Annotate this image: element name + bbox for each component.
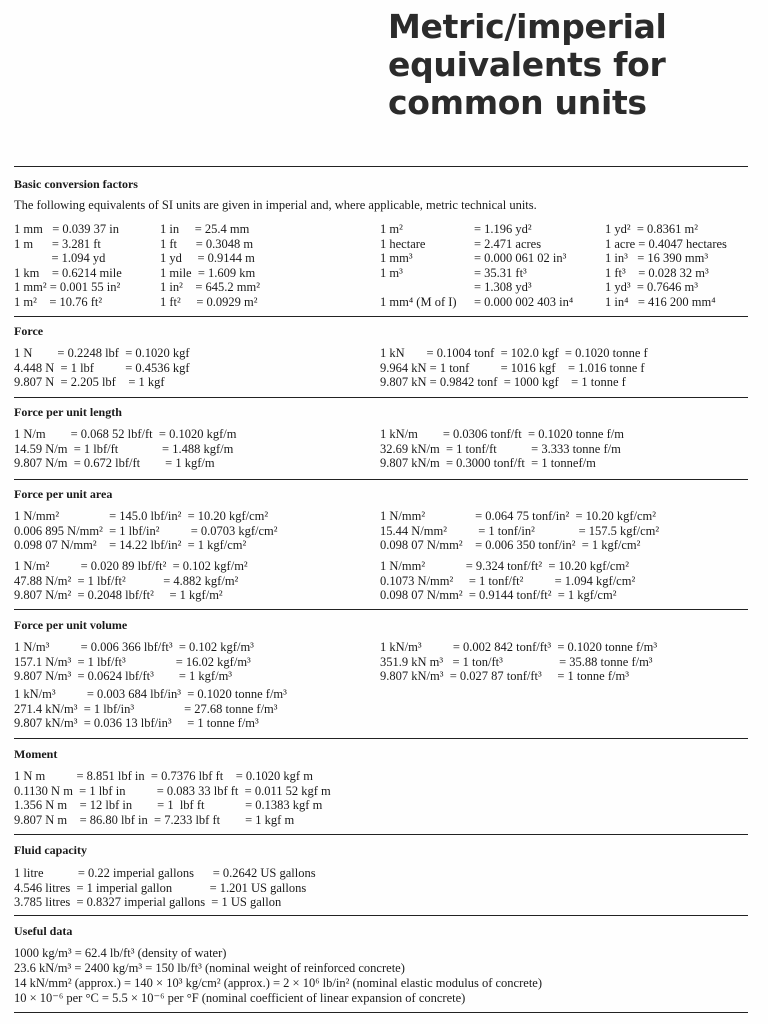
force-length-heading: Force per unit length: [14, 405, 122, 419]
useful-line-2: 23.6 kN/m³ = 2400 kg/m³ = 150 lb/ft³ (nominal weight of reinforced concrete): [14, 961, 405, 975]
force-volume-right: 1 kN/m³ = 0.002 842 tonf/ft³ = 0.1020 tonne f/m³ 351.9 kN m³ = 1 ton/ft³ = 35.88 tonne f/m³ 9.807 kN/m³ = 0.027 87 tonf/ft³ = 1 tonne f/m³: [380, 640, 658, 684]
title-line-3: common units: [388, 83, 647, 122]
divider: [14, 397, 748, 398]
force-length-left: 1 N/m = 0.068 52 lbf/ft = 0.1020 kgf/m 14.59 N/m = 1 lbf/ft = 1.488 kgf/m 9.807 N/m = 0.672 lbf/ft = 1 kgf/m: [14, 427, 237, 471]
useful-line-1: 1000 kg/m³ = 62.4 lb/ft³ (density of water): [14, 946, 227, 960]
force-area-left-2: 1 N/m² = 0.020 89 lbf/ft² = 0.102 kgf/m² 47.88 N/m² = 1 lbf/ft² = 4.882 kgf/m² 9.807 N/m² = 0.2048 lbf/ft² = 1 kgf/m²: [14, 559, 248, 603]
fluid-table: 1 litre = 0.22 imperial gallons = 0.2642 US gallons 4.546 litres = 1 imperial gallon = 1.201 US gallons 3.785 litres = 0.8327 imperial gallons = 1 US gallon: [14, 866, 316, 910]
force-volume-left-2: 1 kN/m³ = 0.003 684 lbf/in³ = 0.1020 tonne f/m³ 271.4 kN/m³ = 1 lbf/in³ = 27.68 tonne f/m³ 9.807 kN/m³ = 0.036 13 lbf/in³ = 1 tonne f/m³: [14, 687, 287, 731]
force-volume-left-1: 1 N/m³ = 0.006 366 lbf/ft³ = 0.102 kgf/m³ 157.1 N/m³ = 1 lbf/ft³ = 16.02 kgf/m³ 9.807 N/m³ = 0.0624 lbf/ft³ = 1 kgf/m³: [14, 640, 254, 684]
divider: [14, 609, 748, 610]
title-line-2: equivalents for: [388, 45, 666, 84]
force-right: 1 kN = 0.1004 tonf = 102.0 kgf = 0.1020 tonne f 9.964 kN = 1 tonf = 1016 kgf = 1.016 tonne f 9.807 kN = 0.9842 tonf = 1000 kgf = 1 tonne f: [380, 346, 648, 390]
force-left: 1 N = 0.2248 lbf = 0.1020 kgf 4.448 N = 1 lbf = 0.4536 kgf 9.807 N = 2.205 lbf = 1 kgf: [14, 346, 190, 390]
useful-line-4: 10 × 10⁻⁶ per °C = 5.5 × 10⁻⁶ per °F (nominal coefficient of linear expansion of concrete): [14, 991, 466, 1005]
basic-col-1: 1 mm = 0.039 37 in 1 m = 3.281 ft = 1.094 yd 1 km = 0.6214 mile 1 mm² = 0.001 55 in² 1 m² = 10.76 ft²: [14, 222, 122, 309]
moment-table: 1 N m = 8.851 lbf in = 0.7376 lbf ft = 0.1020 kgf m 0.1130 N m = 1 lbf in = 0.083 33 lbf ft = 0.011 52 kgf m 1.356 N m = 12 lbf in = 1 lbf ft = 0.1383 kgf m 9.807 N m = 86.80 lbf in = 7.233 lbf ft = 1 kgf m: [14, 769, 331, 827]
fluid-heading: Fluid capacity: [14, 843, 88, 857]
divider: [14, 834, 748, 835]
basic-col-2: 1 in = 25.4 mm 1 ft = 0.3048 m 1 yd = 0.9144 m 1 mile = 1.609 km 1 in² = 645.2 mm² 1 ft² = 0.0929 m²: [160, 222, 260, 309]
force-heading: Force: [14, 324, 44, 338]
force-volume-heading: Force per unit volume: [14, 618, 128, 632]
divider: [14, 915, 748, 916]
force-area-heading: Force per unit area: [14, 487, 113, 501]
moment-heading: Moment: [14, 747, 58, 761]
divider: [14, 738, 748, 739]
divider: [14, 479, 748, 480]
basic-col-3: 1 m² 1 hectare 1 mm³ 1 m³ 1 mm⁴ (M of I): [380, 222, 457, 309]
page-title: [388, 8, 758, 122]
basic-heading: Basic conversion factors: [14, 177, 138, 191]
force-area-right-2: 1 N/mm² = 9.324 tonf/ft² = 10.20 kgf/cm² 0.1073 N/mm² = 1 tonf/ft² = 1.094 kgf/cm² 0.098 07 N/mm² = 0.9144 tonf/ft² = 1 kgf/cm²: [380, 559, 636, 603]
force-area-left-1: 1 N/mm² = 145.0 lbf/in² = 10.20 kgf/cm² 0.006 895 N/mm² = 1 lbf/in² = 0.0703 kgf/cm² 0.098 07 N/mm² = 14.22 lbf/in² = 1 kgf/cm²: [14, 509, 278, 553]
divider: [14, 316, 748, 317]
force-length-right: 1 kN/m = 0.0306 tonf/ft = 0.1020 tonne f/m 32.69 kN/m = 1 tonf/ft = 3.333 tonne f/m 9.807 kN/m = 0.3000 tonf/ft = 1 tonnef/m: [380, 427, 624, 471]
basic-col-5: 1 yd² = 0.8361 m² 1 acre = 0.4047 hectares 1 in³ = 16 390 mm³ 1 ft³ = 0.028 32 m³ 1 yd³ = 0.7646 m³ 1 in⁴ = 416 200 mm⁴: [605, 222, 727, 309]
useful-heading: Useful data: [14, 924, 73, 938]
divider: [14, 166, 748, 167]
basic-col-4: = 1.196 yd² = 2.471 acres = 0.000 061 02 in³ = 35.31 ft³ = 1.308 yd³ = 0.000 002 403 in⁴: [474, 222, 574, 309]
title-line-1: Metric/imperial: [388, 7, 667, 46]
force-area-right-1: 1 N/mm² = 0.064 75 tonf/in² = 10.20 kgf/cm² 15.44 N/mm² = 1 tonf/in² = 157.5 kgf/cm² 0.098 07 N/mm² = 0.006 350 tonf/in² = 1 kgf/cm²: [380, 509, 660, 553]
useful-line-3: 14 kN/mm² (approx.) = 140 × 10³ kg/cm² (approx.) = 2 × 10⁶ lb/in² (nominal elastic modulus of concrete): [14, 976, 542, 990]
divider: [14, 1012, 748, 1013]
basic-intro: The following equivalents of SI units are given in imperial and, where applicable, metric technical units.: [14, 198, 537, 212]
